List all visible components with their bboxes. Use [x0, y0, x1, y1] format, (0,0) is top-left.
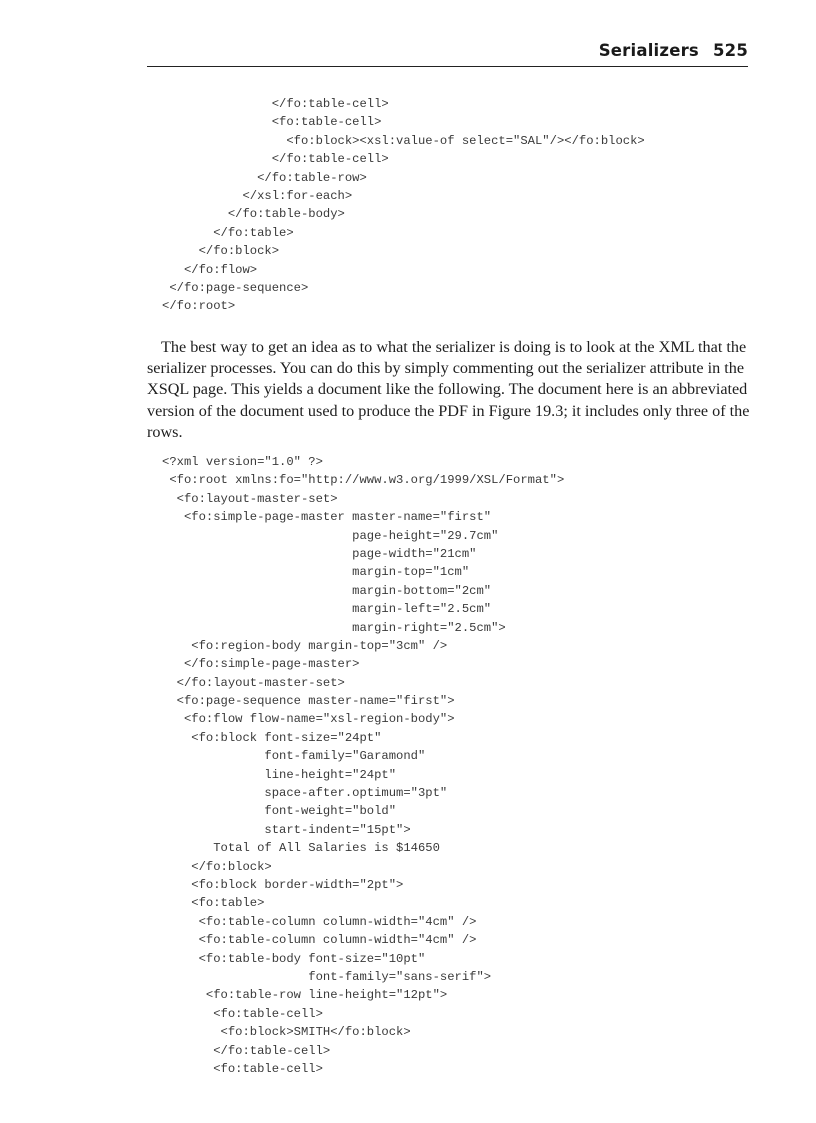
code-line: margin-left="2.5cm": [162, 602, 492, 617]
code-line: </fo:table-body>: [162, 207, 345, 222]
code-line: <fo:page-sequence master-name="first">: [162, 694, 455, 709]
page-number: 525: [712, 41, 748, 60]
code-line: <fo:root xmlns:fo="http://www.w3.org/1999/XSL/Format">: [162, 473, 565, 488]
code-line: </fo:simple-page-master>: [162, 657, 360, 672]
code-line: <fo:table-cell>: [162, 1061, 323, 1076]
code-line: </fo:block>: [162, 244, 280, 259]
code-line: <fo:simple-page-master master-name="first": [162, 510, 492, 525]
code-line: <fo:table-cell>: [162, 115, 382, 130]
code-line: </fo:table-row>: [162, 170, 367, 185]
header-text: [599, 41, 748, 60]
code-line: space-after.optimum="3pt": [162, 786, 448, 801]
code-line: <fo:region-body margin-top="3cm" />: [162, 638, 448, 653]
code-line: </fo:root>: [162, 299, 236, 314]
running-header: [147, 40, 748, 67]
code-line: </fo:table-cell>: [162, 1043, 331, 1058]
code-line: <fo:flow flow-name="xsl-region-body">: [162, 712, 455, 727]
code-line: margin-right="2.5cm">: [162, 620, 506, 635]
code-line: Total of All Salaries is $14650: [162, 841, 440, 856]
code-line: <fo:block>SMITH</fo:block>: [162, 1025, 411, 1040]
code-line: start-indent="15pt">: [162, 822, 411, 837]
code-line: <fo:block><xsl:value-of select="SAL"/></fo:block>: [162, 133, 645, 148]
code-line: font-weight="bold": [162, 804, 397, 819]
code-line: </fo:page-sequence>: [162, 280, 309, 295]
code-line: </xsl:for-each>: [162, 188, 353, 203]
code-line: <fo:table-column column-width="4cm" />: [162, 933, 477, 948]
code-line: <fo:table>: [162, 896, 265, 911]
code-line: margin-top="1cm": [162, 565, 470, 580]
code-line: </fo:layout-master-set>: [162, 675, 345, 690]
code-line: </fo:block>: [162, 859, 272, 874]
body-paragraph: The best way to get an idea as to what the serializer is doing is to look at the XML that the serializer processes. You can do this by simply commenting out the serializer attribute in the XSQL page. This yields a document like the following. The document here is an abbreviated version of the document used to produce the PDF in Figure 19.3; it includes only three of the rows.: [147, 338, 750, 441]
code-line: <fo:table-column column-width="4cm" />: [162, 914, 477, 929]
code-line: line-height="24pt": [162, 767, 397, 782]
code-line: page-height="29.7cm": [162, 528, 499, 543]
code-line: font-family="Garamond": [162, 749, 426, 764]
code-line: <?xml version="1.0" ?>: [162, 455, 323, 469]
code-line: <fo:block border-width="2pt">: [162, 877, 404, 892]
code-line: </fo:table-cell>: [162, 152, 389, 167]
code-line: font-family="sans-serif">: [162, 969, 492, 984]
code-line: <fo:block font-size="24pt": [162, 730, 382, 745]
code-listing-top: [162, 95, 645, 316]
code-line: </fo:flow>: [162, 262, 258, 277]
code-line: <fo:table-body font-size="10pt": [162, 951, 426, 966]
code-line: margin-bottom="2cm": [162, 583, 492, 598]
code-line: </fo:table-cell>: [162, 97, 389, 111]
code-line: <fo:layout-master-set>: [162, 491, 338, 506]
code-line: <fo:table-cell>: [162, 1006, 323, 1021]
chapter-title: Serializers: [598, 41, 699, 60]
code-line: <fo:table-row line-height="12pt">: [162, 988, 448, 1003]
code-line: page-width="21cm": [162, 546, 477, 561]
code-listing-xml: [162, 453, 564, 1078]
code-line: </fo:table>: [162, 225, 294, 240]
